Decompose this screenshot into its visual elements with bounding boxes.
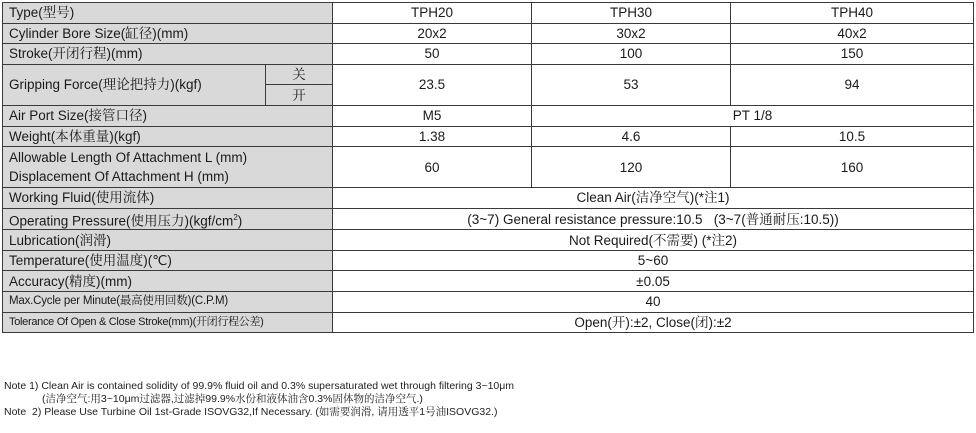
lubrication-value: Not Required(不需要) (*注2)	[333, 230, 974, 251]
note-1: Note 1) Clean Air is contained solidity of 99.9% fluid oil and 0.3% supersaturated wet through filtering 3~10μm	[4, 380, 515, 392]
attachment-tph20: 60	[333, 147, 532, 188]
stroke-tph40: 150	[731, 44, 974, 65]
gripping-label: Gripping Force(理论把持力)(kgf)	[3, 64, 266, 105]
table-row-air-port	[3, 105, 974, 126]
stroke-tph20: 50	[333, 44, 532, 65]
stroke-label: Stroke(开闭行程)(mm)	[3, 44, 333, 65]
table-row-pressure	[3, 208, 974, 230]
table-row-temperature	[3, 250, 974, 271]
attachment-tph40: 160	[731, 147, 974, 188]
fluid-value: Clean Air(洁净空气)(*注1)	[333, 188, 974, 209]
weight-tph30: 4.6	[532, 126, 731, 147]
attachment-length-label: Allowable Length Of Attachment L (mm)	[9, 150, 248, 166]
air-port-tph20: M5	[333, 105, 532, 126]
weight-label: Weight(本体重量)(kgf)	[3, 126, 333, 147]
table-row-tolerance	[3, 312, 974, 333]
table-row-gripping-close	[3, 64, 974, 85]
accuracy-label: Accuracy(精度)(mm)	[3, 271, 333, 292]
model-tph30: TPH30	[532, 3, 731, 24]
weight-tph40: 10.5	[731, 126, 974, 147]
max-cycle-label: Max.Cycle per Minute(最高使用回数)(C.P.M)	[3, 292, 333, 313]
attachment-label	[3, 147, 333, 188]
table-row-attachment	[3, 147, 974, 188]
bore-label: Cylinder Bore Size(缸径)(mm)	[3, 23, 333, 44]
table-row-lubrication	[3, 230, 974, 251]
bore-tph30: 30x2	[532, 23, 731, 44]
gripping-tph20: 23.5	[333, 64, 532, 105]
pressure-label-end: )	[237, 213, 243, 229]
model-tph20: TPH20	[333, 3, 532, 24]
stroke-tph30: 100	[532, 44, 731, 65]
note-1-chinese: (洁净空气:用3~10μm过滤器,过滤掉99.9%水份和液体油含0.3%固体物的洁净空气.)	[42, 393, 423, 405]
bore-tph40: 40x2	[731, 23, 974, 44]
table-row-fluid	[3, 188, 974, 209]
table-row-weight	[3, 126, 974, 147]
notes-section	[4, 380, 514, 419]
gripping-tph40: 94	[731, 64, 974, 105]
pressure-value: (3~7) General resistance pressure:10.5 (3~7(普通耐压:10.5))	[333, 208, 974, 230]
table-row-accuracy	[3, 271, 974, 292]
attachment-displacement-label: Displacement Of Attachment H (mm)	[9, 169, 229, 185]
air-port-label: Air Port Size(接管口径)	[3, 105, 333, 126]
pressure-label-text: Operating Pressure(使用压力)(kgf/cm	[9, 213, 234, 229]
fluid-label: Working Fluid(使用流体)	[3, 188, 333, 209]
specification-table	[2, 2, 974, 333]
tolerance-label: Tolerance Of Open & Close Stroke(mm)(开闭行程公差)	[3, 312, 333, 333]
tolerance-value: Open(开):±2, Close(闭):±2	[333, 312, 974, 333]
air-port-tph30-40: PT 1/8	[532, 105, 974, 126]
bore-tph20: 20x2	[333, 23, 532, 44]
note-2: Note 2) Please Use Turbine Oil 1st-Grade ISOVG32,If Necessary. (如需要润滑, 请用透平1号油ISOVG32.)	[4, 406, 498, 418]
weight-tph20: 1.38	[333, 126, 532, 147]
pressure-label	[3, 208, 333, 230]
model-tph40: TPH40	[731, 3, 974, 24]
table-row-max-cycle	[3, 292, 974, 313]
temperature-value: 5~60	[333, 250, 974, 271]
type-label: Type(型号)	[3, 3, 333, 24]
lubrication-label: Lubrication(润滑)	[3, 230, 333, 251]
pressure-label-sup: 2	[233, 212, 238, 222]
max-cycle-value: 40	[333, 292, 974, 313]
gripping-open-label: 开	[266, 85, 333, 106]
gripping-tph30: 53	[532, 64, 731, 105]
attachment-tph30: 120	[532, 147, 731, 188]
table-row-bore	[3, 23, 974, 44]
gripping-close-label: 关	[266, 64, 333, 85]
temperature-label: Temperature(使用温度)(℃)	[3, 250, 333, 271]
accuracy-value: ±0.05	[333, 271, 974, 292]
table-row-type	[3, 3, 974, 24]
table-row-stroke	[3, 44, 974, 65]
